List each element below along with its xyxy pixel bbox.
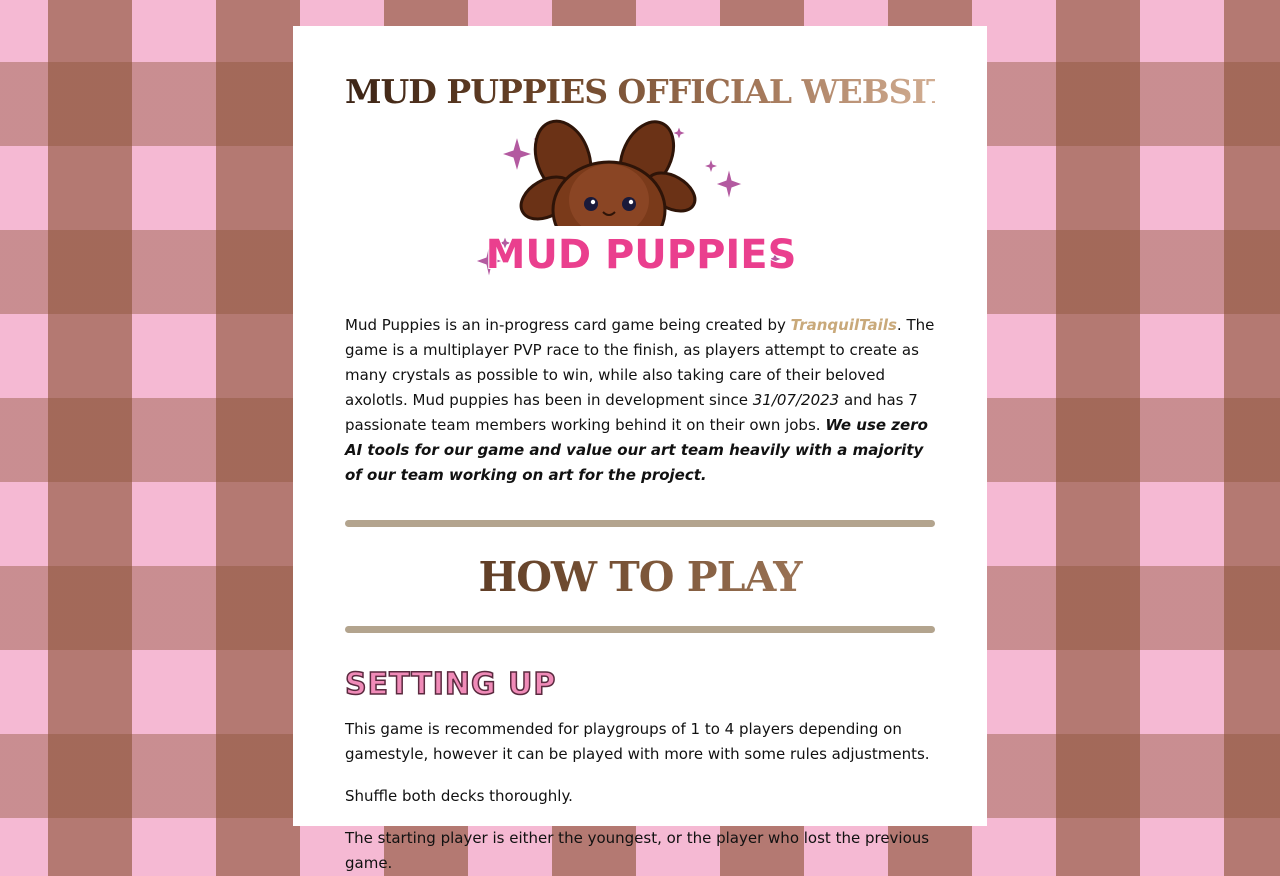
setup-paragraph-shuffle: Shuffle both decks thoroughly. — [345, 787, 573, 805]
intro-text-3: and has 7 passionate team members working behind it on their own jobs. — [345, 391, 918, 434]
section-divider-bottom — [345, 626, 935, 633]
setup-paragraph-players: This game is recommended for playgroups of 1 to 4 players depending on gamestyle, however it can be played with more with some rules adjustments. — [345, 720, 930, 763]
setting-up-heading: SETTING UP — [345, 667, 557, 702]
how-to-play-heading: HOW TO PLAY — [345, 552, 935, 602]
site-title: MUD PUPPIES OFFICIAL WEBSITE — [345, 70, 935, 114]
mud-puppies-logo — [475, 118, 805, 293]
section-divider-top — [345, 520, 935, 527]
content-card — [293, 26, 987, 872]
setup-paragraph-starting-player: The starting player is either the youngest, or the player who lost the previous game. — [345, 829, 930, 872]
intro-paragraph — [345, 313, 935, 488]
logo-text: MUD PUPPIES — [485, 232, 797, 278]
creator-link[interactable]: TranquilTails — [790, 316, 897, 334]
intro-text-1: Mud Puppies is an in-progress card game being created by — [345, 316, 791, 334]
axolotl-logo-icon — [475, 118, 805, 293]
no-ai-statement: We use zero AI tools for our game and value our art team heavily with a majority of our team working on art for the project. — [345, 416, 928, 484]
intro-text-2: . The game is a multiplayer PVP race to the finish, as players attempt to create as many crystals as possible to win, while also taking care of their beloved axolotls. Mud puppies has been in development since — [345, 316, 935, 409]
development-date: 31/07/2023 — [752, 391, 840, 409]
